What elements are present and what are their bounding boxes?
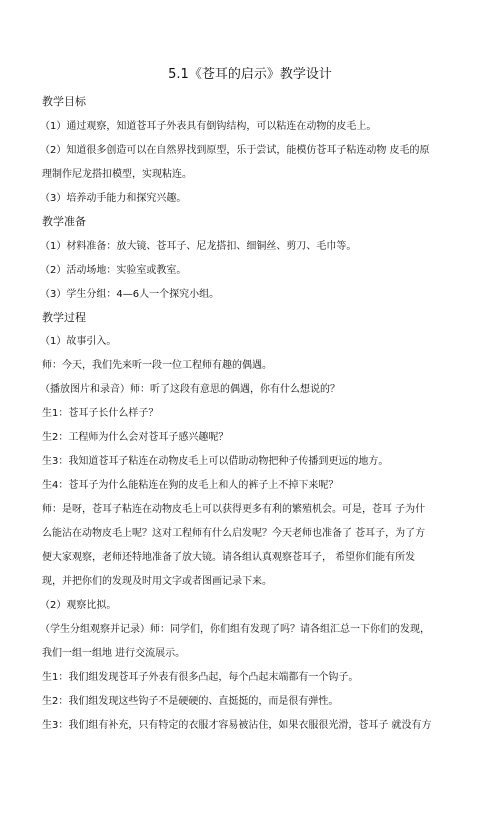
paragraph-line: （3）培养动手能力和探究兴趣。 [40,193,187,204]
paragraph-line: （1）故事引入。 [40,336,117,347]
paragraph-line: 生3：我们组有补充，只有特定的衣服才容易被沾住，如果衣服很光滑，苍耳子 就没有方 [42,720,432,731]
paragraph-line: 生1：我们组发现苍耳子外表有很多凸起，每个凸起末端都有一个钩子。 [42,672,359,683]
paragraph-line: （学生分组观察并记录）师：同学们，你们组有发现了吗？请各组汇总一下你们的发现， [40,624,430,635]
paragraph-line: 师：今天，我们先来听一段一位工程师有趣的偶遇。 [42,360,272,371]
paragraph-line: 生3：我知道苍耳子粘连在动物皮毛上可以借助动物把种子传播到更远的地方。 [42,456,389,467]
section-heading-process: 教学过程 [42,311,86,324]
paragraph-line: （2）观察比拟。 [40,600,117,611]
paragraph-line: 现，并把你们的发现及时用文字或者图画记录下来。 [42,576,272,587]
paragraph-line: （1）通过观察，知道苍耳子外表具有倒钩结构，可以粘连在动物的皮毛上。 [40,121,377,132]
paragraph-line: 生2：工程师为什么会对苍耳子感兴趣呢？ [42,432,229,443]
section-heading-objectives: 教学目标 [42,95,86,108]
paragraph-line: （3）学生分组：4—6人一个探究小组。 [40,289,220,300]
paragraph-line: 便大家观察，老师还特地准备了放大镜。请各组认真观察苍耳子， 希望你们能有所发 [42,552,416,563]
paragraph-line: 师：是呀，苍耳子粘连在动物皮毛上可以获得更多有利的繁殖机会。可是，苍耳 子为什 [42,504,426,515]
paragraph-line: 生1：苍耳子长什么样子？ [42,408,159,419]
paragraph-line: （2）知道很多创造可以在自然界找到原型，乐于尝试，能模仿苍耳子粘连动物 皮毛的原 [40,145,430,156]
paragraph-line: 生4：苍耳子为什么能粘连在狗的皮毛上和人的裤子上不掉下来呢？ [42,480,339,491]
paragraph-line: （1）材料准备：放大镜、苍耳子、尼龙搭扣、细铜丝、剪刀、毛巾等。 [40,241,357,252]
paragraph-line: （播放图片和录音）师：听了这段有意思的偶遇，你有什么想说的？ [40,384,340,395]
paragraph-line: 我们一组一组地 进行交流展示。 [42,648,186,659]
paragraph-line: 么能沾在动物皮毛上呢？这对工程师有什么启发呢？今天老师也准备了 苍耳子，为了方 [42,528,426,539]
paragraph-line: 理制作尼龙搭扣模型，实现粘连。 [42,169,192,180]
section-heading-preparation: 教学准备 [42,215,86,228]
paragraph-line: 生2：我们组发现这些钩子不是硬硬的、直挺挺的，而是很有弹性。 [42,696,339,707]
paragraph-line: （2）活动场地：实验室或教室。 [40,265,187,276]
document-title: 5.1《苍耳的启示》教学设计 [168,67,332,82]
